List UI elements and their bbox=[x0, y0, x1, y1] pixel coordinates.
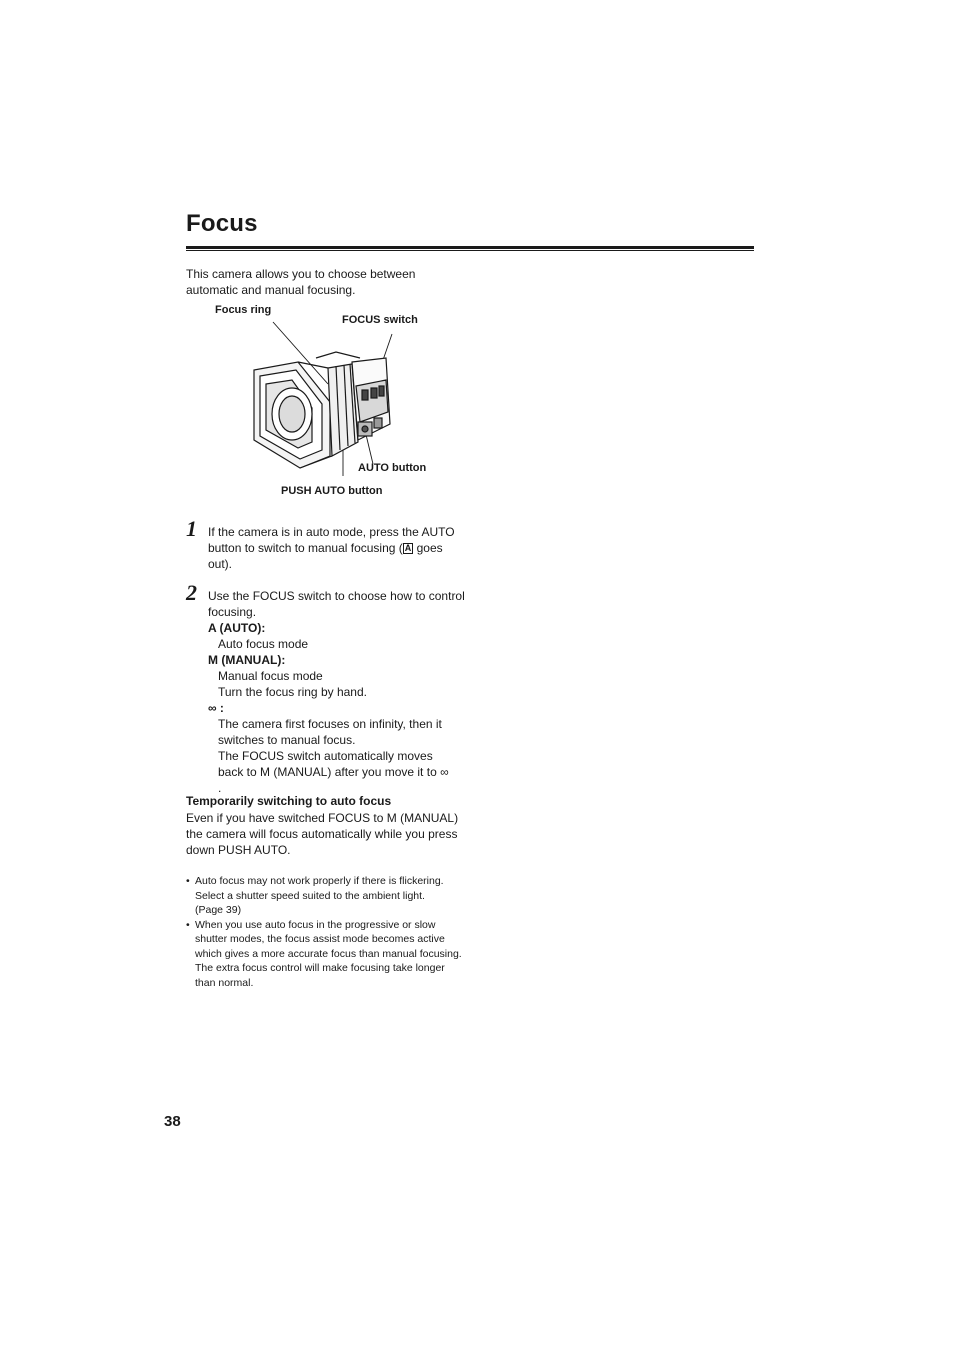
step-1-number: 1 bbox=[186, 516, 197, 541]
bullet-icon: • bbox=[186, 875, 190, 887]
auto-button-callout: AUTO button bbox=[358, 462, 427, 474]
option-infinity-line: The FOCUS switch automatically moves back to M (MANUAL) after you move it to ∞ . bbox=[218, 749, 449, 795]
step-2-block bbox=[208, 588, 468, 796]
auto-indicator-icon: A bbox=[404, 543, 412, 553]
note-item bbox=[186, 874, 462, 918]
option-manual-line: Turn the focus ring by hand. bbox=[218, 685, 367, 699]
option-auto-line: Auto focus mode bbox=[218, 637, 309, 651]
step-2-text: Use the FOCUS switch to choose how to control focusing. bbox=[208, 589, 465, 619]
note-line: Select a shutter speed suited to the ambient light. bbox=[195, 889, 425, 902]
focus-ring-callout: Focus ring bbox=[215, 304, 272, 316]
camera-body bbox=[352, 358, 390, 440]
option-auto-label: A (AUTO): bbox=[208, 621, 266, 635]
note-line: Auto focus may not work properly if there is flickering. bbox=[195, 875, 444, 887]
note-line: (Page 39) bbox=[195, 904, 242, 916]
title-rule-thin bbox=[186, 250, 754, 251]
section-heading-temporary-auto-focus: Temporarily switching to auto focus bbox=[186, 794, 392, 808]
note-item bbox=[186, 918, 462, 991]
step-1-text-before: If the camera is in auto mode, press the AUTO button to switch to manual focusing ( bbox=[208, 525, 455, 555]
note-line: When you use auto focus in the progressive or slow shutter modes, the focus assist mode becomes active which gives a more accurate focus than manual focusing. bbox=[195, 918, 462, 960]
page-title: Focus bbox=[186, 210, 258, 237]
intro-paragraph: This camera allows you to choose between automatic and manual focusing. bbox=[186, 267, 416, 297]
step-1-text-after: goes out). bbox=[208, 541, 443, 571]
option-infinity-line: The camera first focuses on infinity, then it switches to manual focus. bbox=[218, 717, 442, 747]
note-line: The extra focus control will make focusing take longer than normal. bbox=[195, 962, 445, 989]
step-2-number: 2 bbox=[186, 580, 197, 605]
push-auto-button-callout: PUSH AUTO button bbox=[281, 485, 383, 497]
option-manual-line: Manual focus mode bbox=[218, 669, 323, 683]
step-1-text bbox=[208, 524, 460, 572]
bullet-icon: • bbox=[186, 918, 190, 931]
focus-switch-callout: FOCUS switch bbox=[342, 314, 418, 326]
option-infinity-label: ∞ : bbox=[208, 701, 224, 715]
notes-list bbox=[186, 874, 462, 990]
page-number: 38 bbox=[164, 1113, 181, 1130]
camera-illustration bbox=[240, 318, 400, 488]
title-rule-thick bbox=[186, 246, 754, 249]
option-manual-label: M (MANUAL): bbox=[208, 653, 286, 667]
temporary-auto-focus-text: Even if you have switched FOCUS to M (MANUAL) the camera will focus automatically while you press down PUSH AUTO. bbox=[186, 811, 459, 857]
lens-hood bbox=[254, 362, 332, 468]
